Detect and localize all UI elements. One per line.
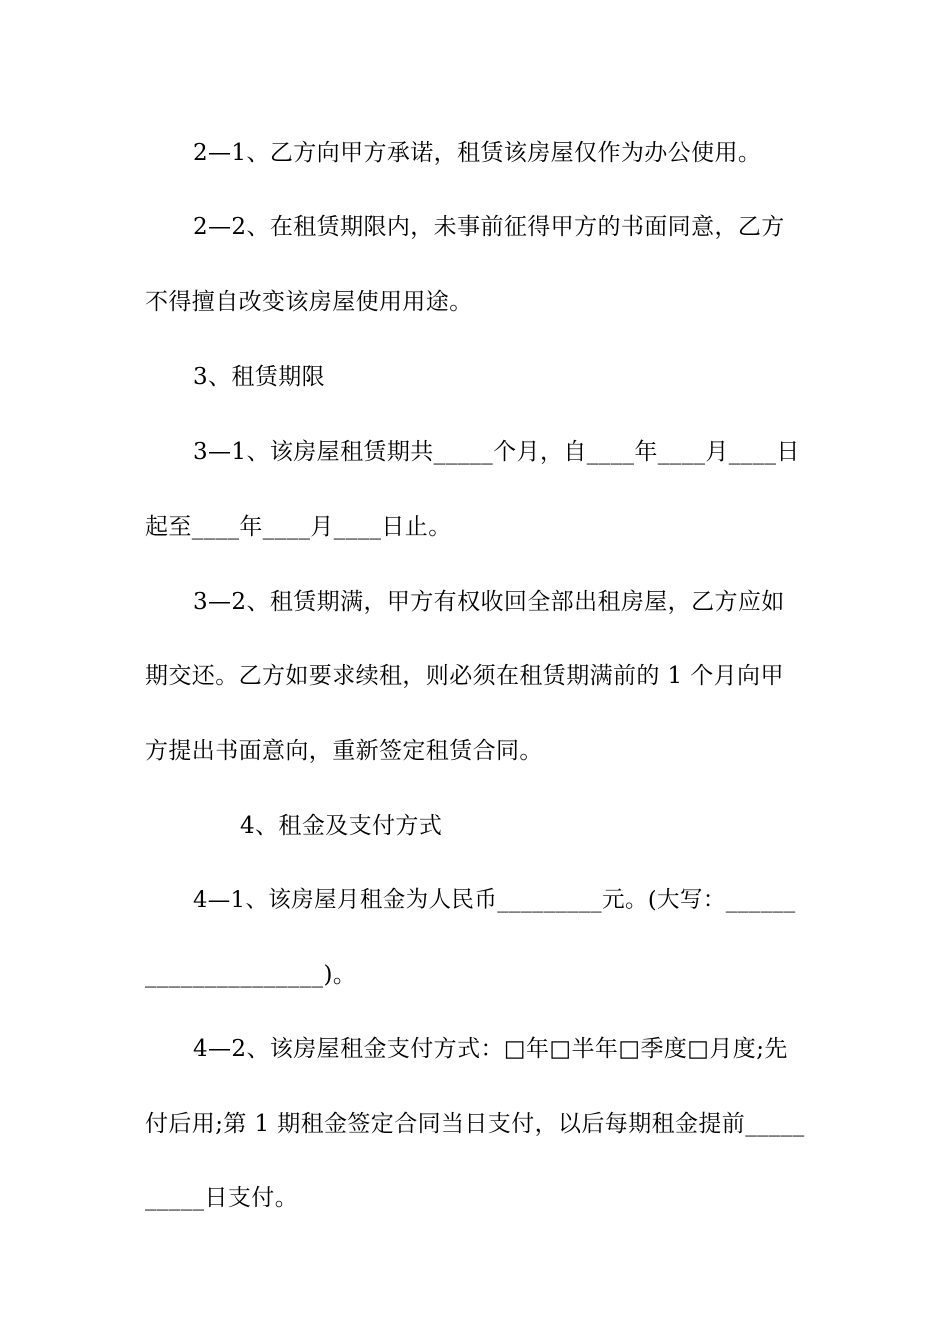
- clause-3-2-line-2: 期交还。乙方如要求续租，则必须在租赁期满前的 1 个月向甲: [145, 663, 784, 689]
- clause-3-1-line-1: 3—1、该房屋租赁期共_____个月，自____年____月____日: [193, 439, 800, 465]
- clause-3-1-line-2: 起至____年____月____日止。: [145, 514, 452, 540]
- clause-4-2-line-3: _____日支付。: [145, 1185, 299, 1211]
- clause-2-2-line-1: 2—2、在租赁期限内，未事前征得甲方的书面同意，乙方: [193, 214, 785, 240]
- clause-3-2-line-1: 3—2、租赁期满，甲方有权收回全部出租房屋，乙方应如: [193, 589, 785, 615]
- clause-4-2-line-2: 付后用;第 1 期租金签定合同当日支付，以后每期租金提前_____: [145, 1111, 805, 1137]
- clause-3-2-line-3: 方提出书面意向，重新签定租赁合同。: [145, 738, 543, 764]
- clause-2-2-line-2: 不得擅自改变该房屋使用用途。: [145, 289, 473, 315]
- clause-4-1-line-2: _______________)。: [145, 962, 357, 988]
- section-3-heading: 3、租赁期限: [193, 364, 326, 390]
- section-4-heading: 4、租金及支付方式: [240, 813, 443, 839]
- clause-2-1: 2—1、乙方向甲方承诺，租赁该房屋仅作为办公使用。: [193, 140, 762, 166]
- clause-4-1-line-1: 4—1、该房屋月租金为人民币_________元。(大写：______: [193, 887, 796, 913]
- clause-4-2-line-1: 4—2、该房屋租金支付方式：□年□半年□季度□月度;先: [193, 1036, 788, 1062]
